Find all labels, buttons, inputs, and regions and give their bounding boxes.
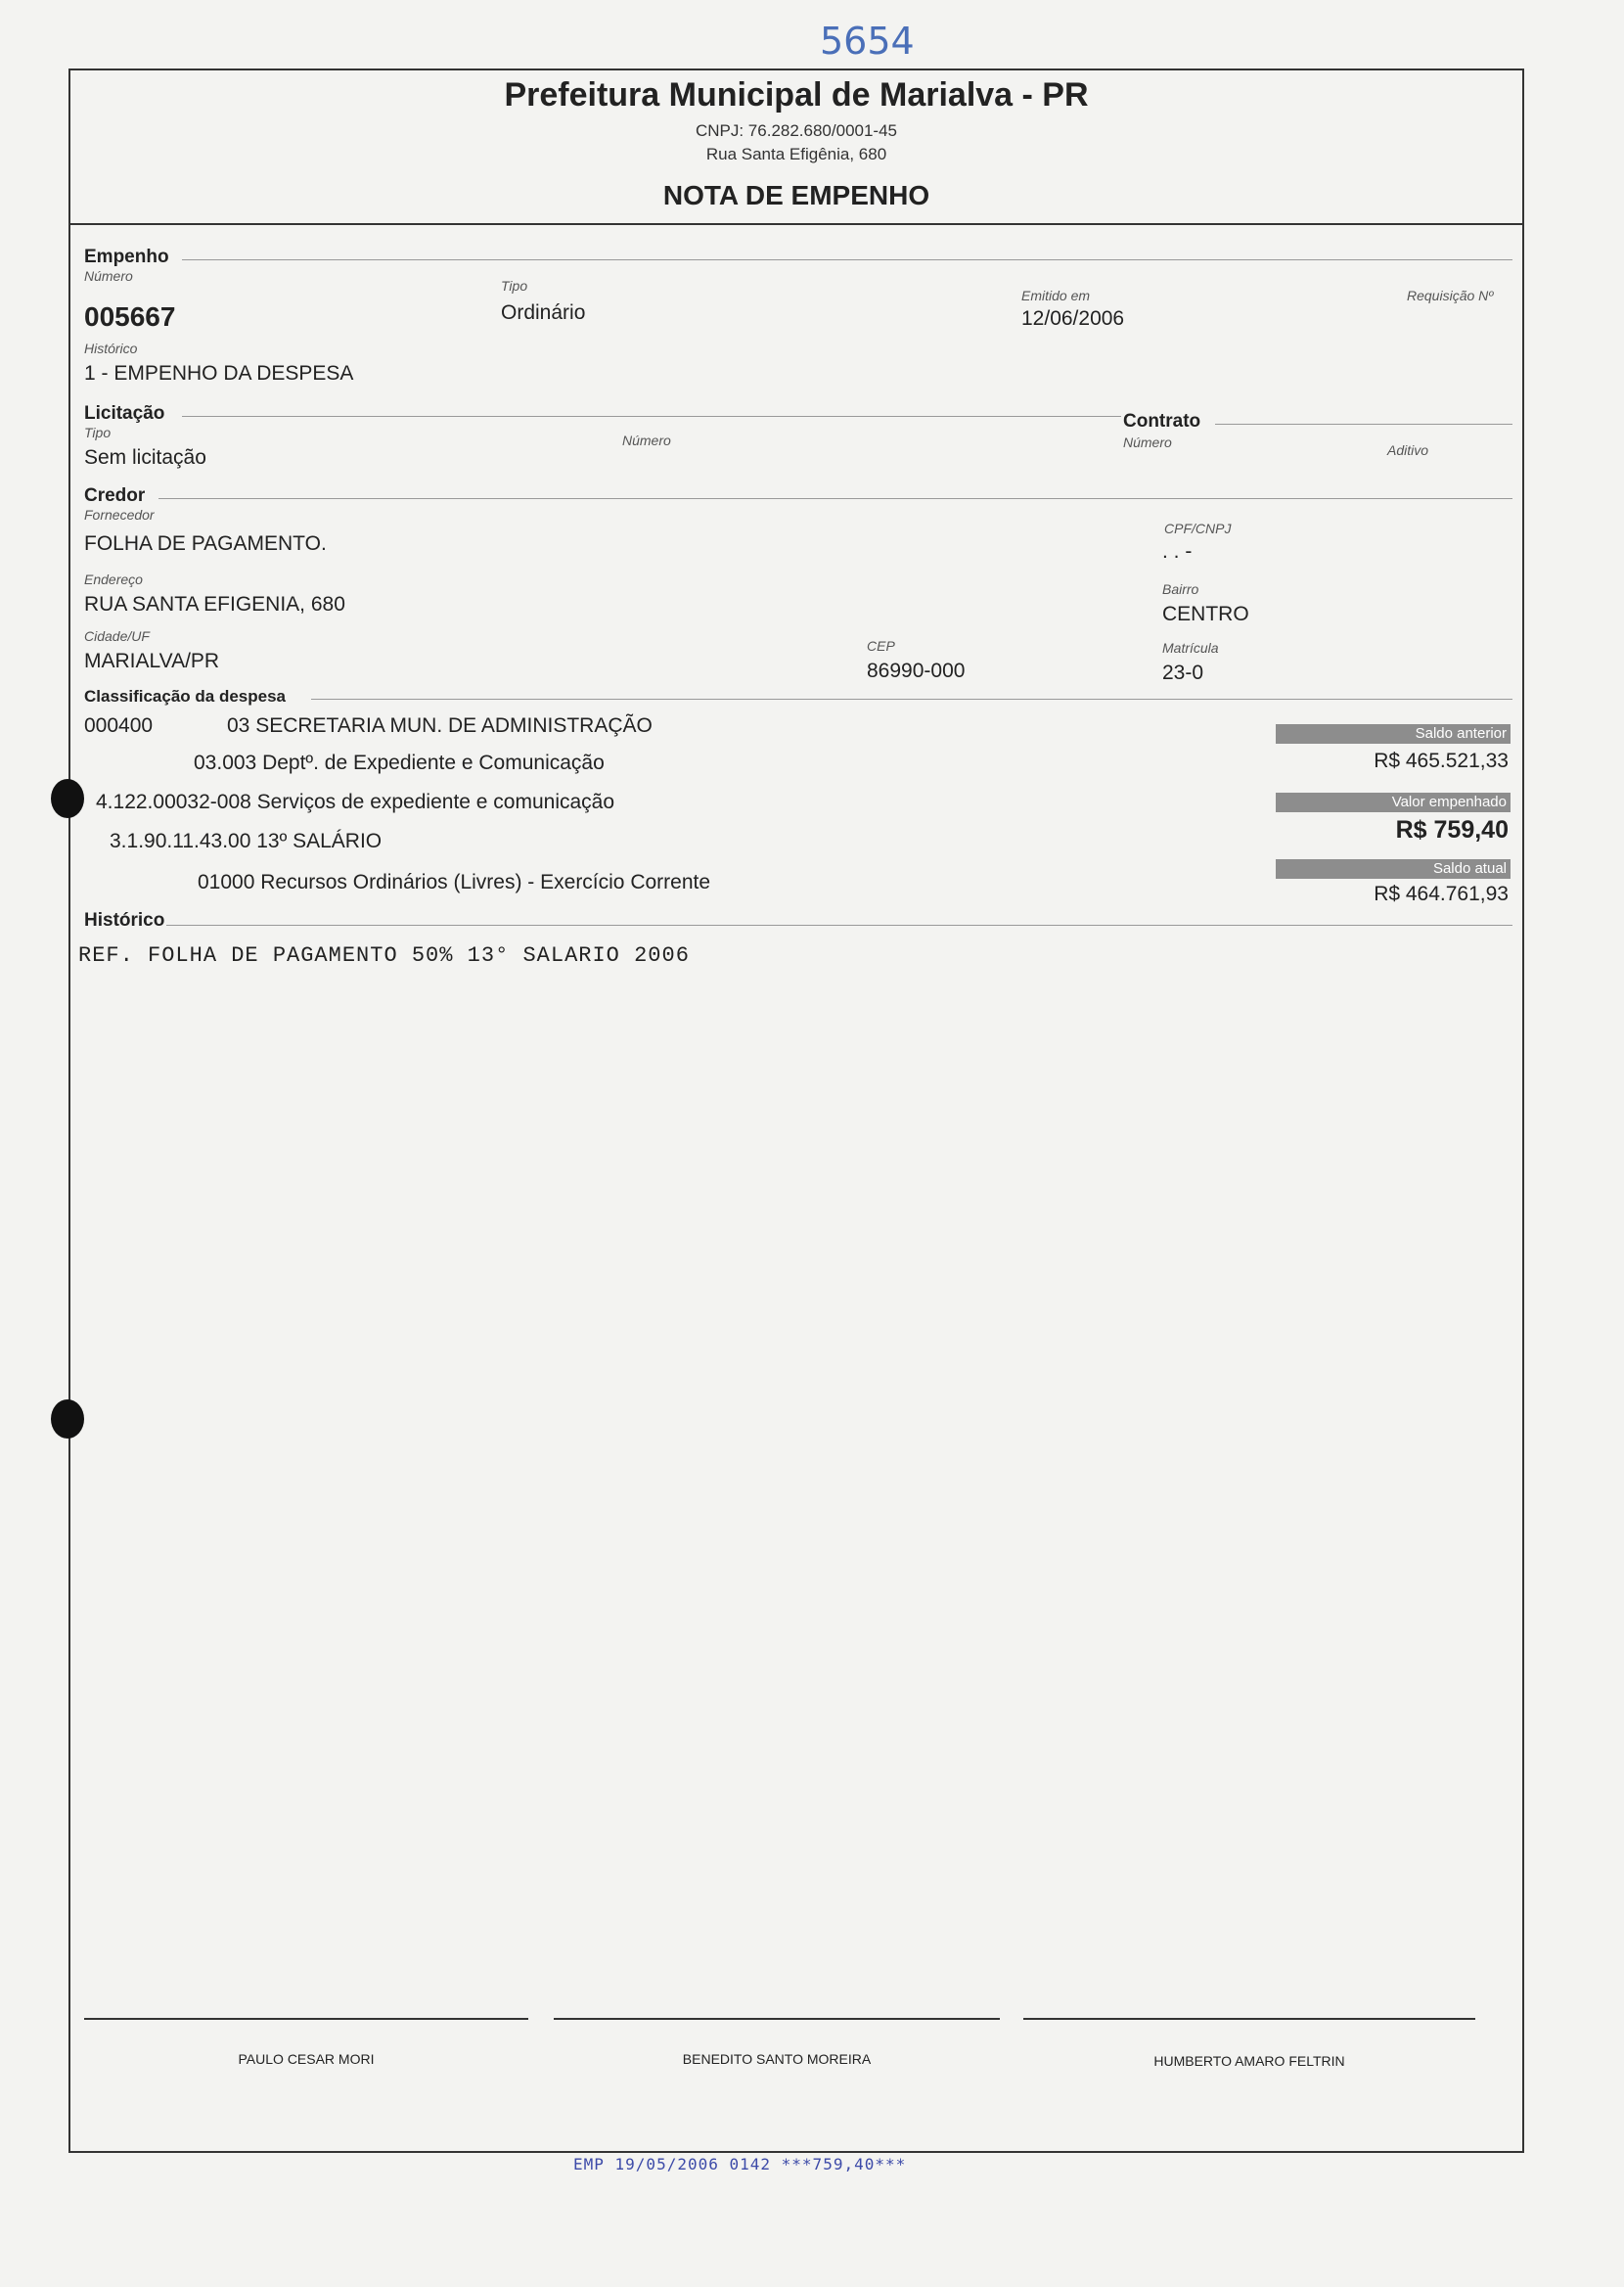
credor-section-label: Credor	[84, 485, 146, 506]
empenho-numero-value: 005667	[84, 301, 176, 332]
cidade-uf-value: MARIALVA/PR	[84, 650, 220, 672]
signatory-1: PAULO CESAR MORI	[238, 2051, 375, 2067]
bairro-value: CENTRO	[1162, 603, 1249, 625]
valor-empenhado-label: Valor empenhado	[1276, 793, 1511, 812]
bairro-label: Bairro	[1162, 581, 1199, 597]
credor-rule	[158, 498, 1512, 499]
saldo-anterior-label: Saldo anterior	[1276, 724, 1511, 744]
endereco-label: Endereço	[84, 572, 143, 587]
empenho-rule	[182, 259, 1512, 260]
cep-value: 86990-000	[867, 660, 966, 682]
classificacao-unidade: 03.003 Deptº. de Expediente e Comunicação	[194, 752, 605, 774]
endereco-value: RUA SANTA EFIGENIA, 680	[84, 593, 345, 616]
licitacao-numero-label: Número	[622, 433, 671, 448]
empenho-numero-label: Número	[84, 268, 133, 284]
emitido-em-label: Emitido em	[1021, 288, 1091, 303]
fornecedor-label: Fornecedor	[84, 507, 155, 523]
signature-line-2	[554, 2018, 1000, 2020]
empenho-tipo-value: Ordinário	[501, 301, 586, 324]
licitacao-tipo-value: Sem licitação	[84, 446, 206, 469]
empenho-tipo-label: Tipo	[501, 278, 528, 294]
matricula-value: 23-0	[1162, 662, 1204, 684]
classificacao-recurso: 01000 Recursos Ordinários (Livres) - Exercício Corrente	[198, 871, 711, 893]
contrato-section-label: Contrato	[1123, 411, 1201, 432]
historico-rule	[166, 925, 1512, 926]
address-line: Rua Santa Efigênia, 680	[705, 145, 887, 163]
document-title: NOTA DE EMPENHO	[662, 180, 930, 210]
empenho-historico-value: 1 - EMPENHO DA DESPESA	[84, 362, 354, 385]
cnpj-line: CNPJ: 76.282.680/0001-45	[695, 121, 898, 140]
signature-line-3	[1023, 2018, 1475, 2020]
saldo-atual-label: Saldo atual	[1276, 859, 1511, 879]
classificacao-rule	[311, 699, 1512, 700]
contrato-rule	[1215, 424, 1512, 425]
punch-hole-top	[51, 779, 84, 818]
licitacao-rule	[182, 416, 1121, 417]
nota-de-empenho-frame	[68, 69, 1524, 2153]
valor-empenhado-value: R$ 759,40	[1395, 816, 1509, 844]
header-divider	[70, 223, 1522, 225]
fornecedor-value: FOLHA DE PAGAMENTO.	[84, 532, 327, 555]
cidade-uf-label: Cidade/UF	[84, 628, 150, 644]
licitacao-section-label: Licitação	[84, 403, 165, 424]
historico-text: REF. FOLHA DE PAGAMENTO 50% 13° SALARIO 2006	[78, 943, 690, 968]
licitacao-tipo-label: Tipo	[84, 425, 112, 440]
cpf-cnpj-label: CPF/CNPJ	[1164, 521, 1232, 536]
empenho-section-label: Empenho	[84, 247, 169, 267]
classificacao-natureza: 3.1.90.11.43.00 13º SALÁRIO	[110, 830, 383, 852]
emitido-em-value: 12/06/2006	[1021, 307, 1125, 330]
matricula-label: Matrícula	[1162, 640, 1219, 656]
handwritten-page-number: 5654	[820, 20, 915, 63]
punch-hole-bottom	[51, 1399, 84, 1439]
classificacao-orgao	[84, 714, 653, 738]
orgao-code: 000400	[84, 714, 154, 737]
aditivo-label: Aditivo	[1387, 442, 1429, 458]
orgao-desc: 03 SECRETARIA MUN. DE ADMINISTRAÇÃO	[227, 714, 653, 737]
contrato-numero-label: Número	[1123, 435, 1172, 450]
municipality-title: Prefeitura Municipal de Marialva - PR	[504, 76, 1089, 114]
classificacao-funcional: 4.122.00032-008 Serviços de expediente e comunicação	[96, 791, 615, 813]
requisicao-label: Requisição Nº	[1407, 288, 1494, 303]
signatory-3: HUMBERTO AMARO FELTRIN	[1153, 2053, 1345, 2069]
signatory-2: BENEDITO SANTO MOREIRA	[682, 2051, 872, 2067]
saldo-atual-value: R$ 464.761,93	[1374, 883, 1509, 905]
signature-line-1	[84, 2018, 528, 2020]
classificacao-section-label: Classificação da despesa	[84, 687, 287, 706]
cpf-cnpj-value: . . -	[1162, 540, 1193, 563]
historico-section-label: Histórico	[84, 910, 165, 931]
empenho-historico-label: Histórico	[84, 341, 138, 356]
cep-label: CEP	[867, 638, 895, 654]
saldo-anterior-value: R$ 465.521,33	[1374, 750, 1509, 772]
protocol-stamp: EMP 19/05/2006 0142 ***759,40***	[573, 2155, 907, 2173]
